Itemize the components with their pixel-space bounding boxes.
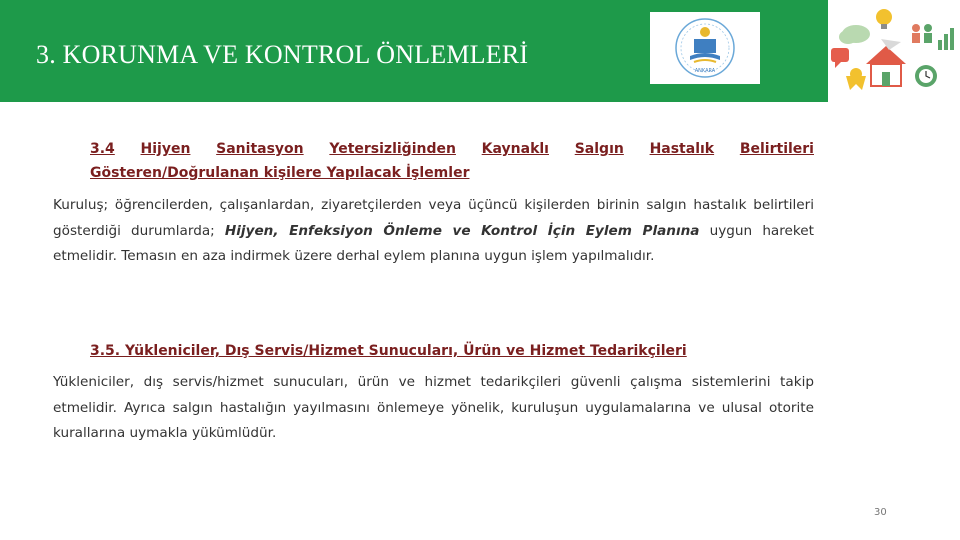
heading-word: Salgın bbox=[574, 141, 624, 157]
institution-logo-icon bbox=[650, 12, 760, 84]
heading-word: Belirtileri bbox=[739, 141, 814, 157]
section-3-4-heading-line2: Gösteren/Doğrulanan kişilere Yapılacak İşlemler bbox=[90, 165, 470, 181]
bar-chart-icon bbox=[938, 28, 954, 50]
decoration-cluster bbox=[826, 4, 956, 100]
lightbulb-icon bbox=[876, 9, 892, 29]
page-number: 30 bbox=[874, 507, 887, 518]
house-icon bbox=[866, 46, 906, 86]
heading-word: Yetersizliğinden bbox=[329, 141, 456, 157]
clock-icon bbox=[915, 65, 937, 87]
speech-bubble-icon bbox=[831, 48, 849, 68]
heading-word: Hijyen bbox=[140, 141, 191, 157]
paragraph-text: Kuruluş; öğrencilerden, çalışanlardan, ziyaretçilerden veya üçüncü kişilerden birinin salgın hastalık belirtileri gösterdiği durumlarda; bbox=[53, 197, 814, 239]
medal-icon bbox=[846, 68, 866, 90]
section-3-4-heading bbox=[90, 139, 814, 159]
slide-title: 3. KORUNMA VE KONTROL ÖNLEMLERİ bbox=[36, 40, 529, 69]
heading-word: Hastalık bbox=[649, 141, 715, 157]
logo-text: ANKARA bbox=[694, 68, 716, 74]
section-3-4-paragraph bbox=[53, 193, 814, 270]
heading-word: 3.4 bbox=[90, 141, 115, 157]
paragraph-text: uygun hareket etmelidir. Temasın en aza indirmek üzere derhal eylem planına uygun işlem yapılmalıdır. bbox=[53, 222, 814, 264]
heading-word: Sanitasyon bbox=[216, 141, 304, 157]
people-icon bbox=[912, 24, 932, 43]
paragraph-emphasis: Hijyen, Enfeksiyon Önleme ve Kontrol İçin Eylem Planına bbox=[224, 222, 700, 239]
cloud-icon bbox=[839, 25, 870, 44]
section-3-5-paragraph: Yükleniciler, dış servis/hizmet sunucuları, ürün ve hizmet tedarikçileri güvenli çalışma sistemlerini takip etmelidir. Ayrıca salgın hastalığın yayılmasını önlemeye yönelik, kuruluşun uygulamalarına ve ulusal otorite kurallarına uymakla yükümlüdür. bbox=[53, 374, 814, 441]
section-3-5-heading: 3.5. Yükleniciler, Dış Servis/Hizmet Sunucuları, Ürün ve Hizmet Tedarikçileri bbox=[90, 343, 687, 359]
institution-logo bbox=[650, 12, 760, 84]
slide-header bbox=[0, 0, 960, 102]
heading-word: Kaynaklı bbox=[481, 141, 549, 157]
